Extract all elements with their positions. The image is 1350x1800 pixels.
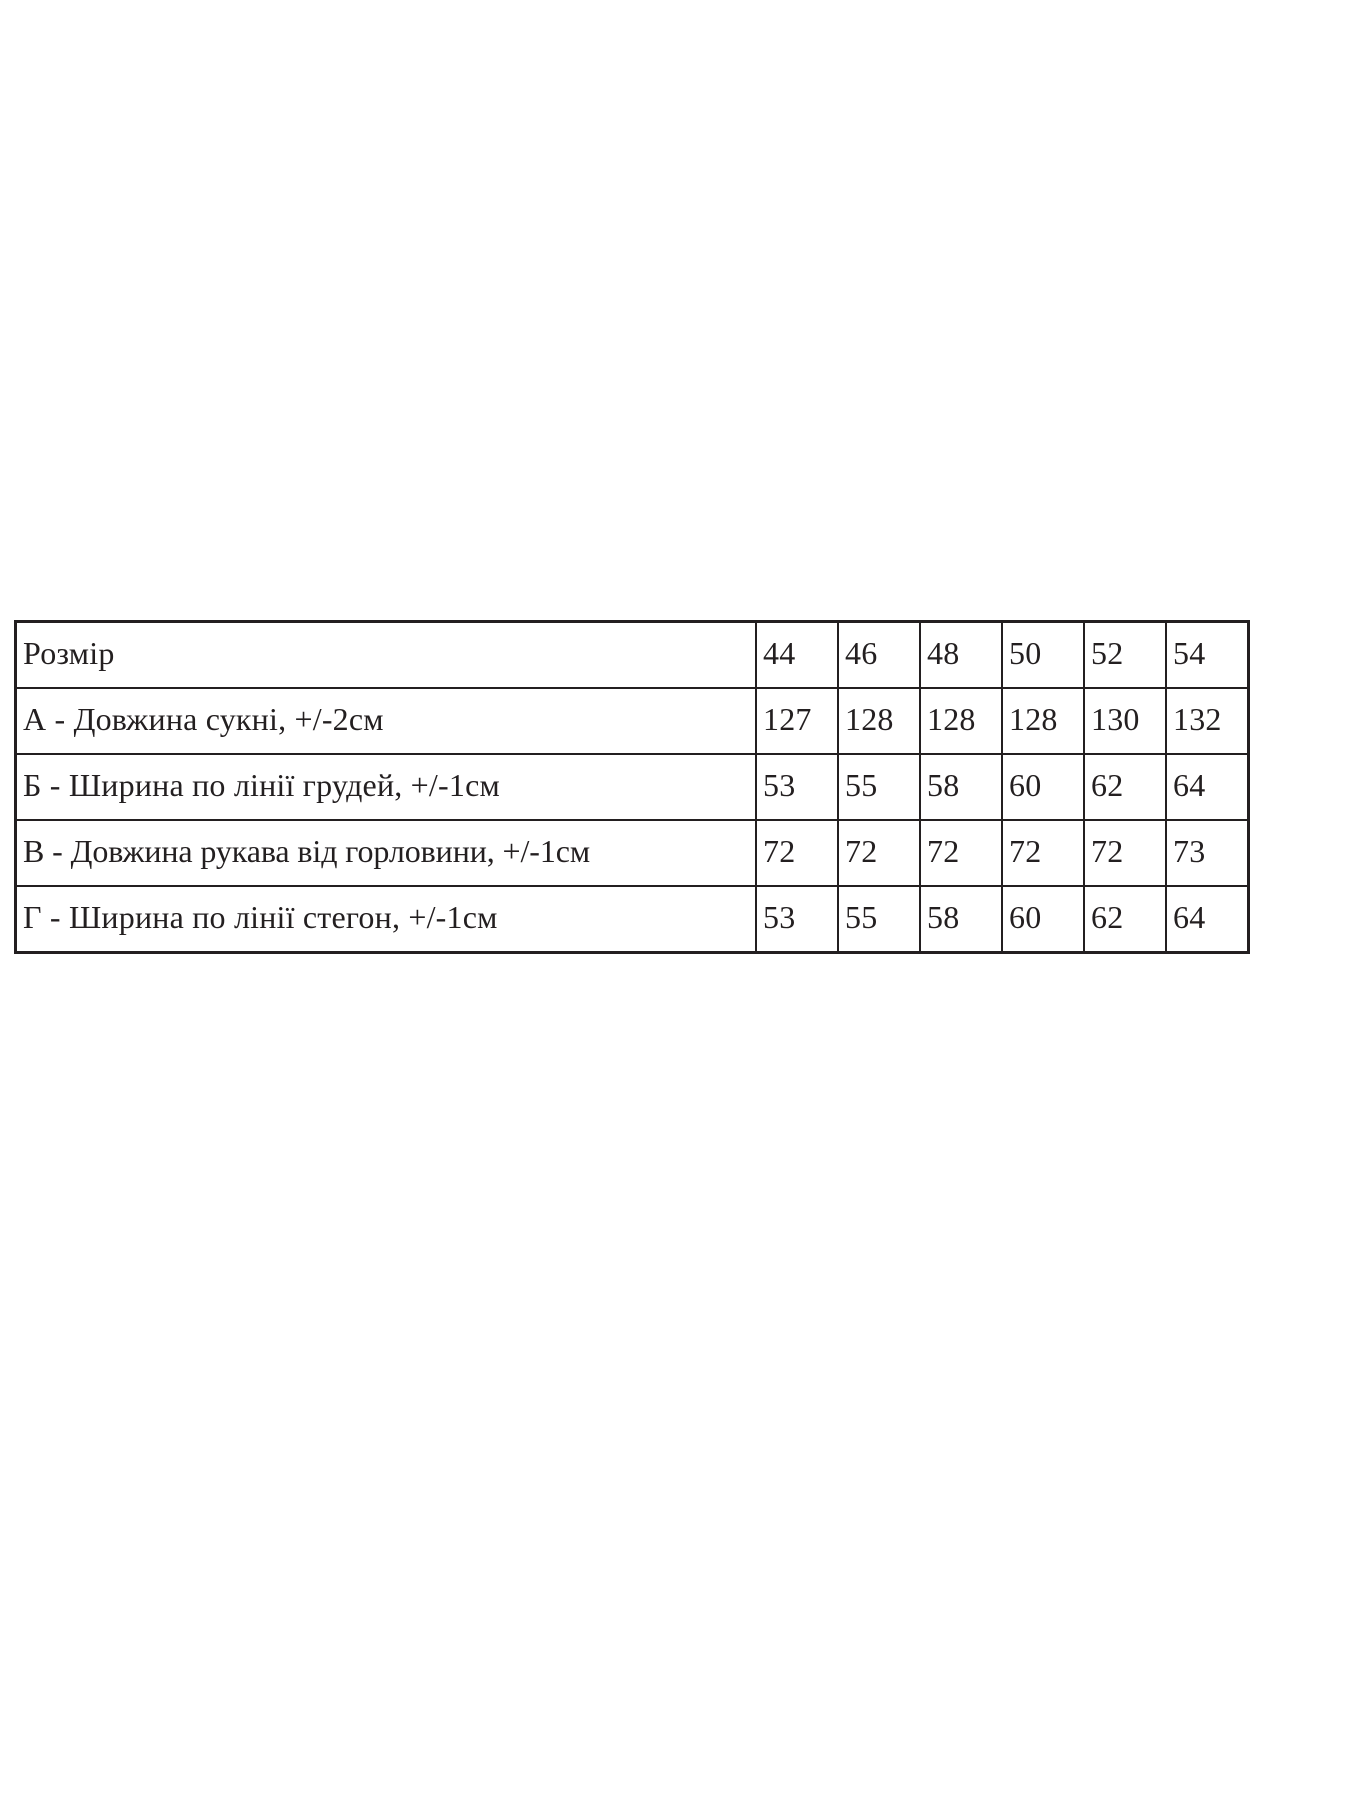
- cell-hip-width-54: 64: [1166, 886, 1249, 953]
- cell-chest-width-50: 60: [1002, 754, 1084, 820]
- size-chart-container: [14, 620, 1222, 954]
- header-size-54: 54: [1166, 622, 1249, 689]
- cell-chest-width-48: 58: [920, 754, 1002, 820]
- cell-sleeve-length-54: 73: [1166, 820, 1249, 886]
- cell-sleeve-length-46: 72: [838, 820, 920, 886]
- cell-dress-length-46: 128: [838, 688, 920, 754]
- row-label-dress-length: А - Довжина сукні, +/-2см: [16, 688, 757, 754]
- cell-hip-width-48: 58: [920, 886, 1002, 953]
- row-label-sleeve-length: В - Довжина рукава від горловини, +/-1см: [16, 820, 757, 886]
- header-size-44: 44: [756, 622, 838, 689]
- table-header-row: [16, 622, 1249, 689]
- cell-hip-width-46: 55: [838, 886, 920, 953]
- cell-chest-width-44: 53: [756, 754, 838, 820]
- cell-sleeve-length-52: 72: [1084, 820, 1166, 886]
- cell-hip-width-52: 62: [1084, 886, 1166, 953]
- row-label-chest-width: Б - Ширина по лінії грудей, +/-1см: [16, 754, 757, 820]
- size-chart-table: [14, 620, 1250, 954]
- header-size-48: 48: [920, 622, 1002, 689]
- table-row-sleeve: [16, 820, 1249, 886]
- cell-sleeve-length-44: 72: [756, 820, 838, 886]
- header-size-50: 50: [1002, 622, 1084, 689]
- cell-chest-width-52: 62: [1084, 754, 1166, 820]
- header-size-46: 46: [838, 622, 920, 689]
- cell-sleeve-length-48: 72: [920, 820, 1002, 886]
- row-label-hip-width: Г - Ширина по лінії стегон, +/-1см: [16, 886, 757, 953]
- cell-dress-length-44: 127: [756, 688, 838, 754]
- table-row-dress-length: [16, 688, 1249, 754]
- table-row-hip-width: [16, 886, 1249, 953]
- cell-dress-length-52: 130: [1084, 688, 1166, 754]
- header-label-cell: Розмір: [16, 622, 757, 689]
- cell-dress-length-50: 128: [1002, 688, 1084, 754]
- cell-chest-width-54: 64: [1166, 754, 1249, 820]
- cell-hip-width-44: 53: [756, 886, 838, 953]
- cell-dress-length-48: 128: [920, 688, 1002, 754]
- cell-sleeve-length-50: 72: [1002, 820, 1084, 886]
- header-size-52: 52: [1084, 622, 1166, 689]
- cell-chest-width-46: 55: [838, 754, 920, 820]
- cell-hip-width-50: 60: [1002, 886, 1084, 953]
- table-row-chest-width: [16, 754, 1249, 820]
- cell-dress-length-54: 132: [1166, 688, 1249, 754]
